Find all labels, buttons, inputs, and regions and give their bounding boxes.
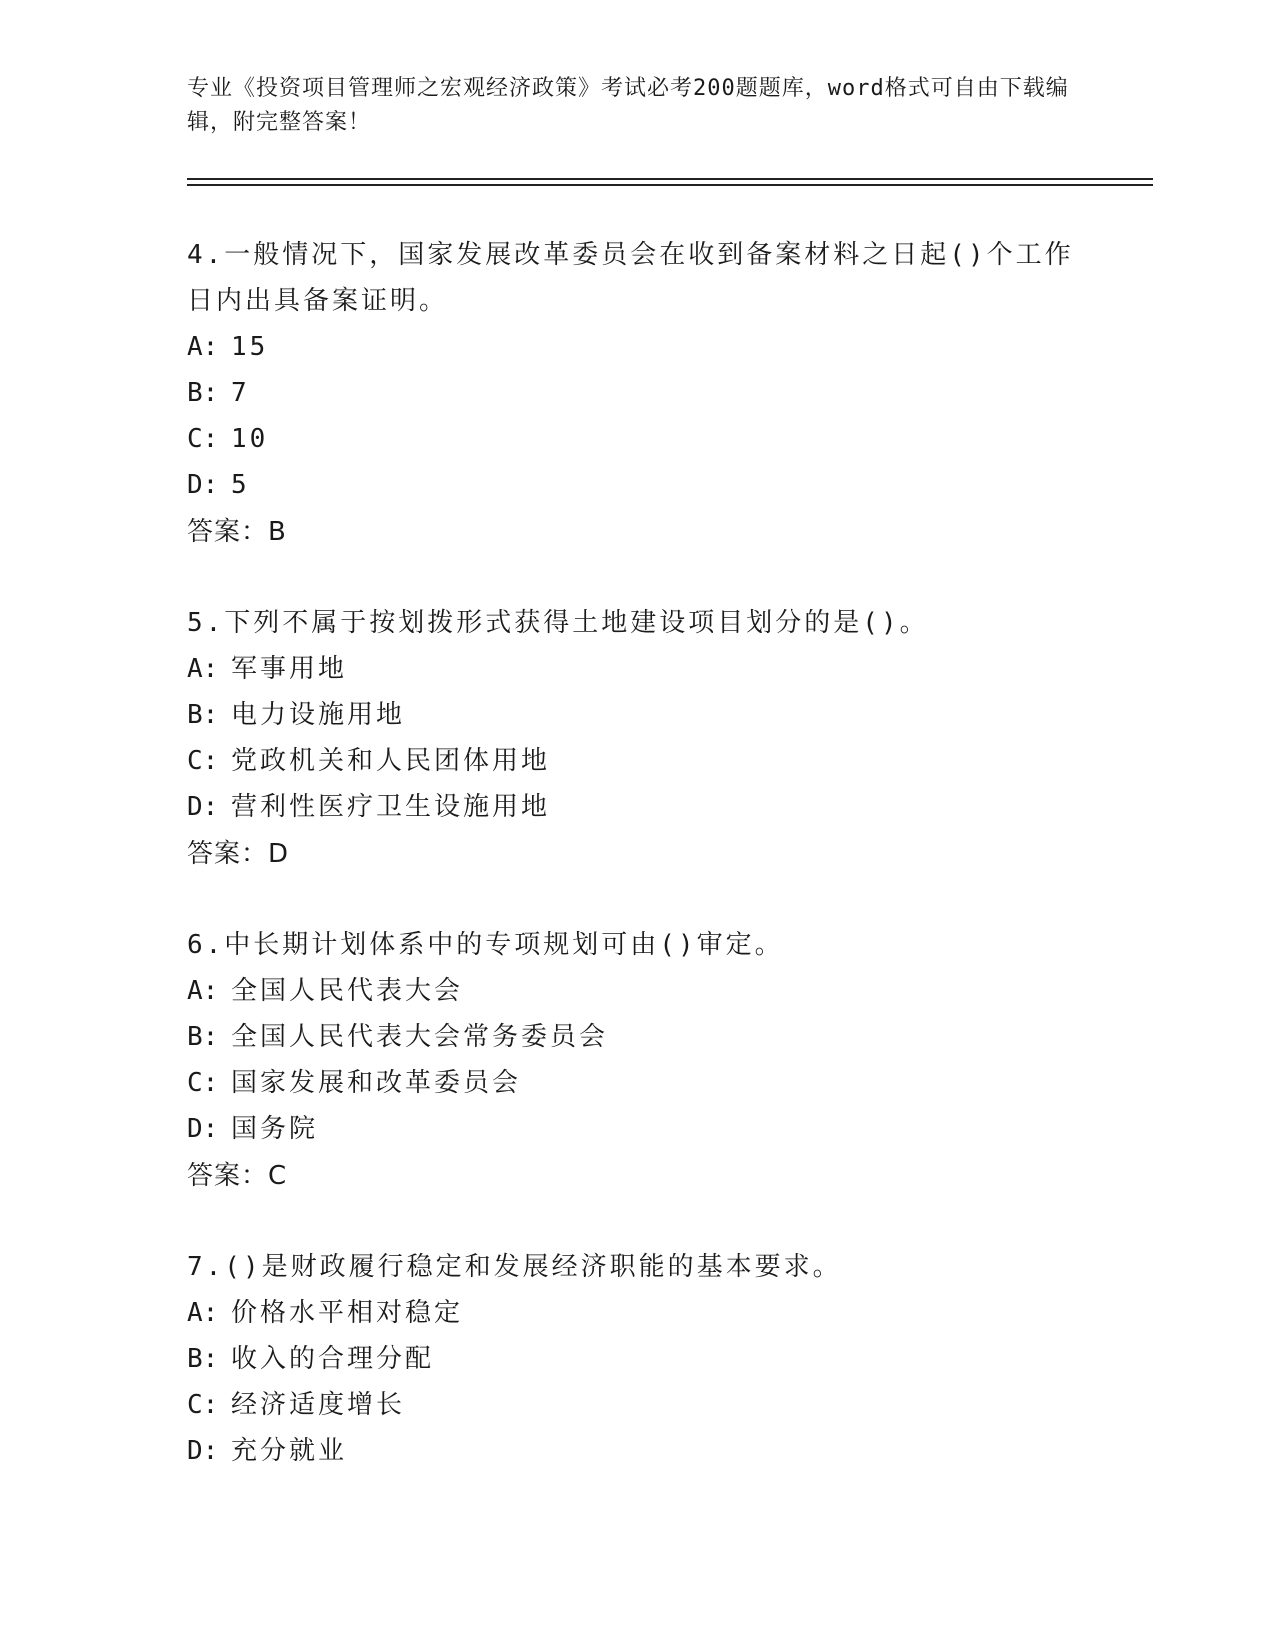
option-text: 充分就业 <box>231 1436 348 1466</box>
option-d <box>187 784 1087 830</box>
document-header: 专业《投资项目管理师之宏观经济政策》考试必考200题题库，word格式可自由下载编辑，附完整答案！ <box>187 76 1069 135</box>
option-b <box>187 370 1087 416</box>
question-stem: 7.()是财政履行稳定和发展经济职能的基本要求。 <box>187 1252 842 1282</box>
option-label: D: <box>187 470 219 500</box>
option-text: 价格水平相对稳定 <box>231 1298 464 1328</box>
option-text: 国务院 <box>231 1114 319 1144</box>
answer-line: 答案：D <box>187 839 290 869</box>
option-b <box>187 1014 1087 1060</box>
option-label: B: <box>187 1022 219 1052</box>
option-label: C: <box>187 424 219 454</box>
question-item <box>187 600 1087 878</box>
option-text: 5 <box>231 470 250 500</box>
option-text: 收入的合理分配 <box>231 1344 435 1374</box>
option-a <box>187 1290 1087 1336</box>
option-d <box>187 462 1087 508</box>
option-d <box>187 1428 1087 1474</box>
answer-line: 答案：B <box>187 517 287 547</box>
option-text: 10 <box>231 424 269 454</box>
option-b <box>187 692 1087 738</box>
option-text: 全国人民代表大会常务委员会 <box>231 1022 609 1052</box>
option-label: A: <box>187 332 219 362</box>
question-stem: 6.中长期计划体系中的专项规划可由()审定。 <box>187 930 784 960</box>
option-label: C: <box>187 1390 219 1420</box>
option-label: D: <box>187 1436 219 1466</box>
option-label: C: <box>187 746 219 776</box>
answer-line: 答案：C <box>187 1161 288 1191</box>
option-c <box>187 1382 1087 1428</box>
option-text: 7 <box>231 378 250 408</box>
option-label: A: <box>187 1298 219 1328</box>
option-label: A: <box>187 976 219 1006</box>
option-label: D: <box>187 792 219 822</box>
option-c <box>187 416 1087 462</box>
option-text: 党政机关和人民团体用地 <box>231 746 551 776</box>
option-text: 军事用地 <box>231 654 348 684</box>
option-text: 经济适度增长 <box>231 1390 406 1420</box>
option-label: D: <box>187 1114 219 1144</box>
option-label: A: <box>187 654 219 684</box>
question-list <box>187 232 1087 1518</box>
option-c <box>187 1060 1087 1106</box>
option-label: B: <box>187 378 219 408</box>
option-label: B: <box>187 700 219 730</box>
option-text: 15 <box>231 332 269 362</box>
question-item <box>187 922 1087 1200</box>
option-a <box>187 968 1087 1014</box>
option-text: 营利性医疗卫生设施用地 <box>231 792 551 822</box>
option-text: 全国人民代表大会 <box>231 976 464 1006</box>
option-b <box>187 1336 1087 1382</box>
header-divider-top <box>187 178 1153 180</box>
option-a <box>187 324 1087 370</box>
option-d <box>187 1106 1087 1152</box>
header-divider-bottom <box>187 184 1153 186</box>
option-c <box>187 738 1087 784</box>
option-a <box>187 646 1087 692</box>
question-item <box>187 232 1087 556</box>
option-text: 电力设施用地 <box>231 700 406 730</box>
question-stem: 4.一般情况下，国家发展改革委员会在收到备案材料之日起()个工作日内出具备案证明。 <box>187 240 1074 316</box>
option-text: 国家发展和改革委员会 <box>231 1068 522 1098</box>
option-label: B: <box>187 1344 219 1374</box>
option-label: C: <box>187 1068 219 1098</box>
question-stem: 5.下列不属于按划拨形式获得土地建设项目划分的是()。 <box>187 608 929 638</box>
question-item <box>187 1244 1087 1474</box>
